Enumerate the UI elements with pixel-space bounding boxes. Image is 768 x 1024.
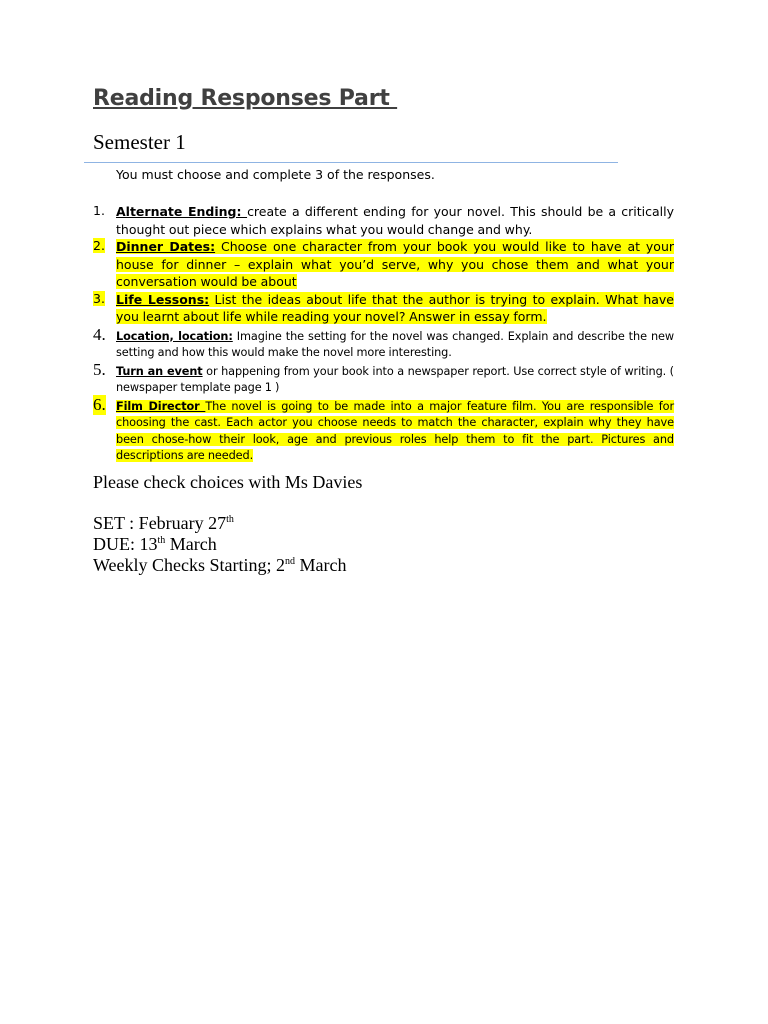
list-number: 1. xyxy=(93,203,105,218)
list-item xyxy=(93,238,674,291)
response-text: The novel is going to be made into a major feature film. You are responsible for choosing the cast. Each actor you choose needs to match the character, explain why they have been chose-how their look, age and previous roles help them to fit the part. Pictures and descriptions are needed. xyxy=(116,399,674,462)
due-date-ordinal: th xyxy=(157,535,166,546)
response-heading: Location, location: xyxy=(116,329,233,343)
list-number: 5. xyxy=(93,359,106,379)
response-text: create a different ending for your novel. This should be a critically thought out piece which explains what you would change and why. xyxy=(116,204,675,237)
response-heading: Film Director xyxy=(116,399,206,413)
response-heading: Alternate Ending: xyxy=(116,204,248,219)
responses-list xyxy=(93,203,674,465)
list-item xyxy=(93,394,674,465)
set-date-ordinal: th xyxy=(226,514,234,525)
list-item xyxy=(93,359,674,397)
weekly-checks-text: Weekly Checks Starting; 2 xyxy=(93,555,286,575)
list-item xyxy=(93,291,674,326)
page-subtitle: Semester 1 xyxy=(93,130,186,154)
set-date-text: SET : February 27 xyxy=(93,513,227,533)
weekly-checks-ordinal: nd xyxy=(285,556,296,567)
response-text: Choose one character from your book you would like to have at your house for dinner – explain what you’d serve, why you chose them and what your conversation would be about xyxy=(116,239,675,289)
list-item xyxy=(93,324,674,362)
response-text: List the ideas about life that the author is trying to explain. What have you learnt about life while reading your novel? Answer in essay form. xyxy=(116,291,674,324)
set-date xyxy=(93,513,347,534)
list-number: 4. xyxy=(93,324,106,344)
weekly-checks-month: March xyxy=(295,555,347,575)
response-heading: Life Lessons: xyxy=(116,291,210,307)
due-date-text: DUE: 13 xyxy=(93,534,158,554)
heading-divider xyxy=(84,162,618,163)
response-heading: Dinner Dates: xyxy=(116,239,216,254)
response-text: or happening from your book into a newspaper report. Use correct style of writing. ( newspaper template page 1 ) xyxy=(116,364,674,394)
list-number: 6. xyxy=(93,394,106,414)
dates-block xyxy=(93,513,347,576)
response-heading: Turn an event xyxy=(116,364,203,378)
response-text: Imagine the setting for the novel was changed. Explain and describe the new setting and how this would make the novel more interesting. xyxy=(116,329,674,359)
list-number: 3. xyxy=(93,290,105,306)
closing-note: Please check choices with Ms Davies xyxy=(93,472,363,492)
due-date xyxy=(93,534,347,555)
instructions-text: You must choose and complete 3 of the responses. xyxy=(116,167,435,182)
list-item xyxy=(93,203,674,238)
list-number: 2. xyxy=(93,238,105,253)
page-title: Reading Responses Part xyxy=(93,86,398,111)
weekly-checks xyxy=(93,555,347,576)
due-date-month: March xyxy=(165,534,217,554)
